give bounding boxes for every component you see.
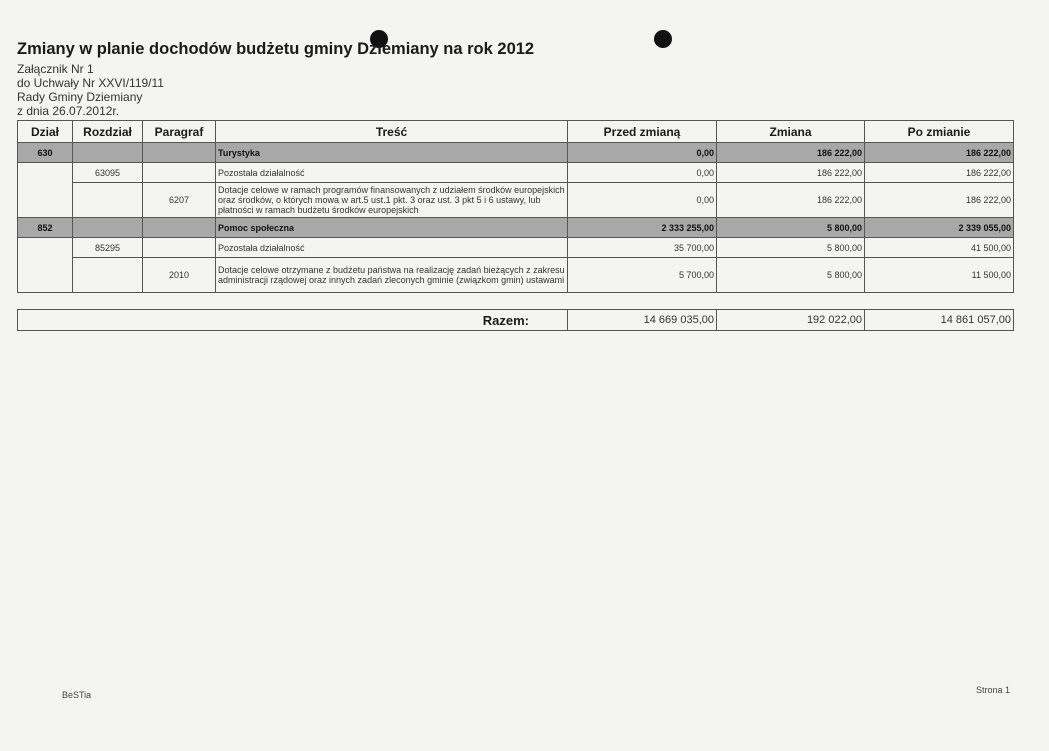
cell-rozdzial	[73, 183, 143, 218]
total-zmiana: 192 022,00	[717, 310, 865, 331]
column-header-rozdzial: Rozdział	[73, 121, 143, 143]
total-row	[18, 310, 1014, 331]
cell-tresc: Pozostała działalność	[216, 238, 568, 258]
column-header-zmiana: Zmiana	[717, 121, 865, 143]
cell-rozdzial: 63095	[73, 163, 143, 183]
table-row-paragraf	[18, 258, 1014, 293]
council-name: Rady Gminy Dziemiany	[17, 90, 143, 104]
cell-tresc: Pomoc społeczna	[216, 218, 568, 238]
cell-zmiana: 5 800,00	[717, 238, 865, 258]
cell-paragraf: 6207	[143, 183, 216, 218]
cell-przed-zmiana: 0,00	[568, 143, 717, 163]
cell-rozdzial	[73, 218, 143, 238]
document-title: Zmiany w planie dochodów budżetu gminy Dziemiany na rok 2012	[17, 40, 535, 58]
software-footer: BeSTia	[62, 690, 92, 700]
cell-dzial: 852	[18, 218, 73, 238]
table-header-row	[18, 121, 1014, 143]
cell-paragraf: 2010	[143, 258, 216, 293]
attachment-label: Załącznik Nr 1	[17, 62, 94, 76]
cell-zmiana: 5 800,00	[717, 258, 865, 293]
cell-rozdzial	[73, 143, 143, 163]
cell-tresc: Dotacje celowe otrzymane z budżetu państwa na realizację zadań bieżących z zakresu administracji rządowej oraz innych zadań zleconych gminie (związkom gmin) ustawami	[216, 258, 568, 293]
column-header-paragraf: Paragraf	[143, 121, 216, 143]
column-header-dzial: Dział	[18, 121, 73, 143]
cell-tresc: Dotacje celowe w ramach programów finansowanych z udziałem środków europejskich oraz środków, o których mowa w art.5 ust.1 pkt. 3 oraz ust. 3 pkt 5 i 6 ustawy, lub płatności w ramach budżetu środków europejskich	[216, 183, 568, 218]
budget-table	[17, 120, 1014, 293]
total-table	[17, 309, 1014, 331]
cell-zmiana: 186 222,00	[717, 163, 865, 183]
cell-paragraf	[143, 143, 216, 163]
cell-rozdzial: 85295	[73, 238, 143, 258]
total-po-zmianie: 14 861 057,00	[865, 310, 1014, 331]
cell-paragraf	[143, 218, 216, 238]
cell-przed-zmiana: 35 700,00	[568, 238, 717, 258]
cell-dzial	[18, 238, 73, 293]
cell-przed-zmiana: 0,00	[568, 183, 717, 218]
column-header-po-zmianie: Po zmianie	[865, 121, 1014, 143]
cell-zmiana: 186 222,00	[717, 183, 865, 218]
cell-zmiana: 186 222,00	[717, 143, 865, 163]
resolution-date: z dnia 26.07.2012r.	[17, 104, 120, 118]
total-przed-zmiana: 14 669 035,00	[568, 310, 717, 331]
table-row-rozdzial	[18, 238, 1014, 258]
table-row-rozdzial	[18, 163, 1014, 183]
cell-zmiana: 5 800,00	[717, 218, 865, 238]
resolution-info	[17, 62, 164, 118]
cell-przed-zmiana: 2 333 255,00	[568, 218, 717, 238]
page-number: Strona 1	[976, 685, 1011, 695]
cell-po-zmianie: 186 222,00	[865, 183, 1014, 218]
cell-po-zmianie: 11 500,00	[865, 258, 1014, 293]
table-row-paragraf	[18, 183, 1014, 218]
cell-tresc: Pozostała działalność	[216, 163, 568, 183]
table-row-dzial	[18, 218, 1014, 238]
cell-paragraf	[143, 238, 216, 258]
cell-przed-zmiana: 0,00	[568, 163, 717, 183]
punch-hole	[654, 30, 672, 48]
cell-paragraf	[143, 163, 216, 183]
table-row-dzial	[18, 143, 1014, 163]
resolution-number: do Uchwały Nr XXVI/119/11	[17, 76, 164, 90]
cell-rozdzial	[73, 258, 143, 293]
cell-dzial: 630	[18, 143, 73, 163]
cell-przed-zmiana: 5 700,00	[568, 258, 717, 293]
column-header-przed-zmiana: Przed zmianą	[568, 121, 717, 143]
cell-dzial	[18, 163, 73, 218]
cell-po-zmianie: 186 222,00	[865, 163, 1014, 183]
cell-po-zmianie: 41 500,00	[865, 238, 1014, 258]
cell-po-zmianie: 2 339 055,00	[865, 218, 1014, 238]
cell-po-zmianie: 186 222,00	[865, 143, 1014, 163]
total-label: Razem:	[18, 310, 568, 331]
cell-tresc: Turystyka	[216, 143, 568, 163]
column-header-tresc: Treść	[216, 121, 568, 143]
